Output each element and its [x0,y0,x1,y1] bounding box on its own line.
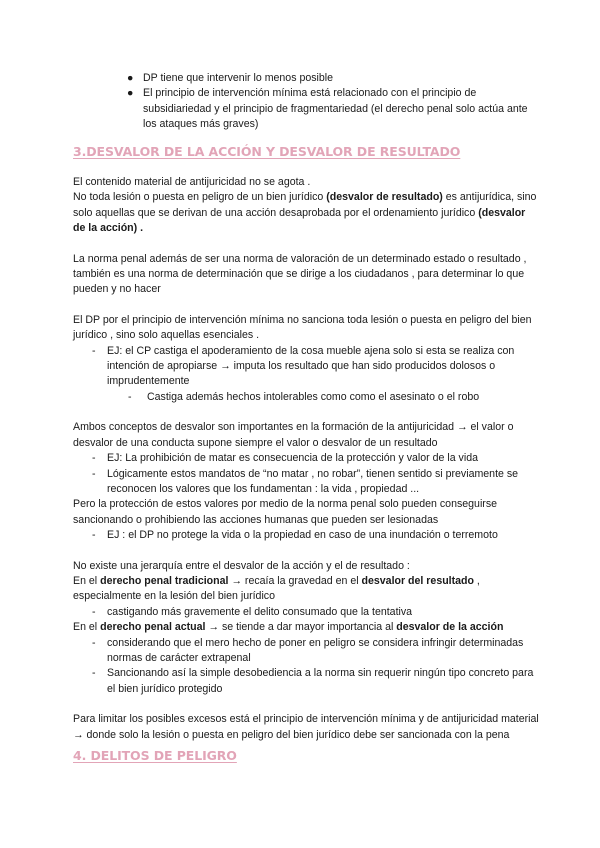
top-bullet-list [73,71,540,133]
list-item: - Lógicamente estos mandatos de “no matar , no robar”, tienen sentido si previamente se reconocen los valores que los fundamentan : la vida , propiedad ... [92,467,519,495]
bullet-marker: ● [127,72,134,84]
list-item: - considerando que el mero hecho de poner en peligro se considera infringir determinadas normas de carácter extrapenal [92,636,524,664]
paragraph: Para limitar los posibles excesos está el principio de intervención mínima y de antijuricidad material → donde solo la lesión o puesta en peligro del bien jurídico debe ser sancionada con la pena [73,713,539,741]
paragraph: En el derecho penal tradicional → recaía la gravedad en el desvalor del resultado , especialmente en la lesión del bien jurídico [73,574,480,603]
list-item: ● DP tiene que intervenir lo menos posible [73,71,540,86]
paragraph: El contenido material de antijuricidad no se agota . No toda lesión o puesta en peligro de un bien jurídico (desvalor de resultado) es antijurídica, sino solo aquellas que se derivan de una acción desaprobada por el ordenamiento jurídico (desvalor de la acción) . [73,176,537,235]
section-3-body [73,175,540,743]
paragraph: El DP por el principio de intervención mínima no sanciona toda lesión o puesta en peligro del bien jurídico , sino solo aquellas esenciales . [73,313,532,342]
paragraph: Pero la protección de estos valores por medio de la norma penal solo pueden conseguirse sancionando o prohibiendo las acciones humanas que pueden ser lesionadas [73,498,498,526]
paragraph: En el derecho penal actual → se tiende a dar mayor importancia al desvalor de la acción [73,621,504,634]
list-item: - EJ: el CP castiga el apoderamiento de la cosa mueble ajena solo si esta se realiza con intención de apropiarse → imputa los resultado que han sido producidos dolosos o imprudentemente [92,344,515,388]
list-item: - Castiga además hechos intolerables como como el asesinato o el robo [128,390,480,403]
list-item: - castigando más gravemente el delito consumado que la tentativa [92,605,413,618]
bullet-marker: ● [127,87,134,100]
paragraph: Ambos conceptos de desvalor son importantes en la formación de la antijuricidad → el valor o desvalor de una conducta supone siempre el valor o desvalor de un resultado [73,421,514,449]
list-item: - EJ : el DP no protege la vida o la propiedad en caso de una inundación o terremoto [92,529,498,542]
section-heading: 4. DELITOS DE PELIGRO [73,748,237,763]
list-item: ● El principio de intervención mínima está relacionado con el principio de subsidiariedad y el principio de fragmentariedad (el derecho penal solo actúa ante los ataques más graves) [127,87,528,131]
list-item: - EJ: La prohibición de matar es consecuencia de la protección y valor de la vida [92,452,478,465]
paragraph: La norma penal además de ser una norma de valoración de un determinado estado o resultado , también es una norma de determinación que se dirige a los ciudadanos , para determinar lo que pueden y no hacer [73,252,527,296]
list-item: - Sancionando así la simple desobediencia a la norma sin requerir ningún tipo concreto para el bien jurídico protegido [92,667,534,695]
paragraph: No existe una jerarquía entre el desvalor de la acción y el de resultado : [73,559,410,572]
section-heading: 3.DESVALOR DE LA ACCIÓN Y DESVALOR DE RESULTADO [73,144,461,159]
